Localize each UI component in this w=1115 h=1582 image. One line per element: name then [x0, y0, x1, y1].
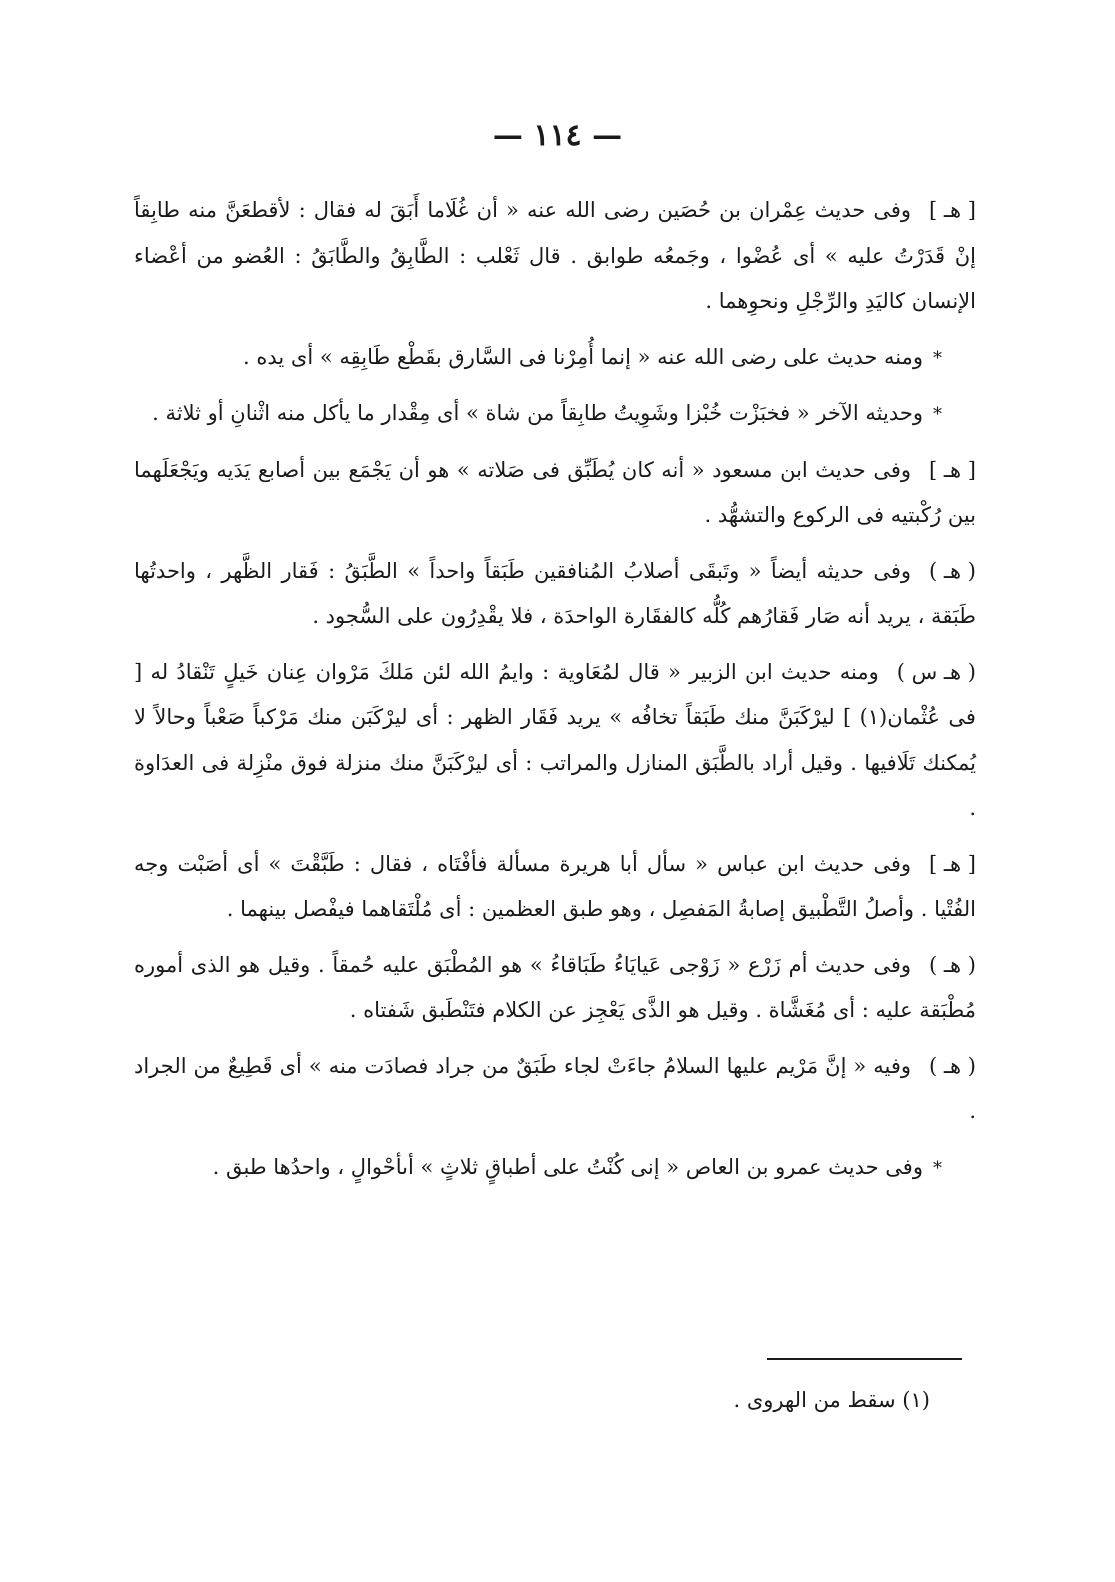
paragraph-text: وفى حديث ابن عباس « سأل أبا هريرة مسألة فأفْتَاه ، فقال : طَبَّقْتَ » أى أصَبْت وجه الفُتْيا . وأصلُ التَّطْبيق إصابةُ المَفصِل ، وهو طبق العظمين : أى مُلْتَقاهما فيفْصل بينهما . — [134, 851, 976, 921]
source-marker: ( هـ ) — [929, 952, 976, 977]
paragraph — [134, 842, 976, 933]
paragraph — [134, 448, 976, 539]
paragraph-text: وفى حديث عِمْران بن حُصَين رضى الله عنه « أن غُلَاما أَبَقَ له فقال : لأقطعَنَّ منه طابِقاً إنْ قَدَرْتُ عليه » أى عُضْوا ، وجَمعُه طوابق . قال ثَعْلب : الطَّابِقُ والطَّابَقُ : العُضو من أعْضاء الإنسان كاليَدِ والرِّجْلِ ونحوِهما . — [134, 198, 976, 313]
paragraph-text: ومنه حديث ابن الزبير « قال لمُعَاوية : وايمُ الله لئن مَلكَ مَرْوان عِنان خَيلٍ تَنْقادُ له [ فى عُثْمان(١) ] ليرْكَبَنَّ منك طَبَقاً تخافُه » يريد فَقَار الظهر : أى ليرْكَبَن منك مَرْكباً صَعْباً وحالاً لا يُمكنك تَلَافيها . وقيل أراد بالطَّبَق المنازل والمراتب : أى ليرْكَبَنَّ منك منزلة فوق منْزِلة فى العدَاوة . — [134, 659, 976, 820]
paragraph — [134, 650, 976, 832]
paragraph-text: ومنه حديث على رضى الله عنه « إنما أُمِرْنا فى السَّارق بقَطْع طَابِقِه » أى يده . — [243, 344, 923, 369]
asterisk-marker: * — [933, 347, 942, 369]
source-marker: ( هـ س ) — [896, 659, 976, 684]
page-number: — ١١٤ — — [492, 118, 623, 153]
paragraph-text: وحديثه الآخر « فخبَزْت خُبْزا وشَوِيتُ طابِقاً من شاة » أى مِقْدار ما يأكل منه اثْنانِ أو ثلاثة . — [152, 401, 923, 425]
paragraph-text: وفى حديث عمرو بن العاص « إنى كُنْتُ على أطباقٍ ثلاثٍ » أىأحْوالٍ ، واحدُها طبق . — [212, 1154, 923, 1179]
paragraph — [134, 943, 976, 1034]
footnote: (١) سقط من الهروى . — [733, 1388, 930, 1412]
body-text — [134, 188, 976, 1201]
asterisk-marker: * — [933, 1157, 942, 1179]
paragraph — [134, 549, 976, 640]
paragraph — [134, 335, 976, 382]
source-marker: [ هـ ] — [929, 198, 976, 222]
paragraph-text: وفيه « إنَّ مَرْيم عليها السلامُ جاءَتْ لجاء طَبَقٌ من جراد فصادَت منه » أى قَطِيعٌ من الجراد . — [134, 1053, 976, 1123]
footnote-divider — [767, 1358, 962, 1360]
paragraph-text: وفى حديث ابن مسعود « أنه كان يُطَبِّق فى صَلاته » هو أن يَجْمَع بين أصابع يَدَيه ويَجْعَلَهما بين رُكْبتيه فى الركوع والتشهُّد . — [134, 457, 976, 527]
source-marker: [ هـ ] — [929, 851, 976, 876]
source-marker: ( هـ ) — [929, 1053, 976, 1078]
asterisk-marker: * — [933, 404, 942, 425]
paragraph — [134, 1145, 976, 1192]
paragraph — [134, 391, 976, 438]
paragraph — [134, 1044, 976, 1135]
paragraph-text: وفى حديث أم زَرْع « زَوْجى عَيايَاءُ طَبَاقاءُ » هو المُطْبَق عليه حُمقاً . وقيل هو الذى أموره مُطْبَقة عليه : أى مُغَشَّاة . وقيل هو الذَّى يَعْجِز عن الكلام فتَنْطَبق شَفتاه . — [134, 952, 976, 1022]
paragraph — [134, 188, 976, 325]
source-marker: ( هـ ) — [929, 558, 976, 583]
paragraph-text: وفى حديثه أيضاً « وتَبقَى أصلابُ المُنافقين طَبَقاً واحداً » الطَّبَقُ : فَقار الظَّهر ، واحدتُها طَبَقة ، يريد أنه صَار فَقارُهم كُلُّه كالفقَارة الواحدَة ، فلا يقْدِرُون على السُّجود . — [134, 558, 976, 628]
source-marker: [ هـ ] — [929, 457, 976, 482]
